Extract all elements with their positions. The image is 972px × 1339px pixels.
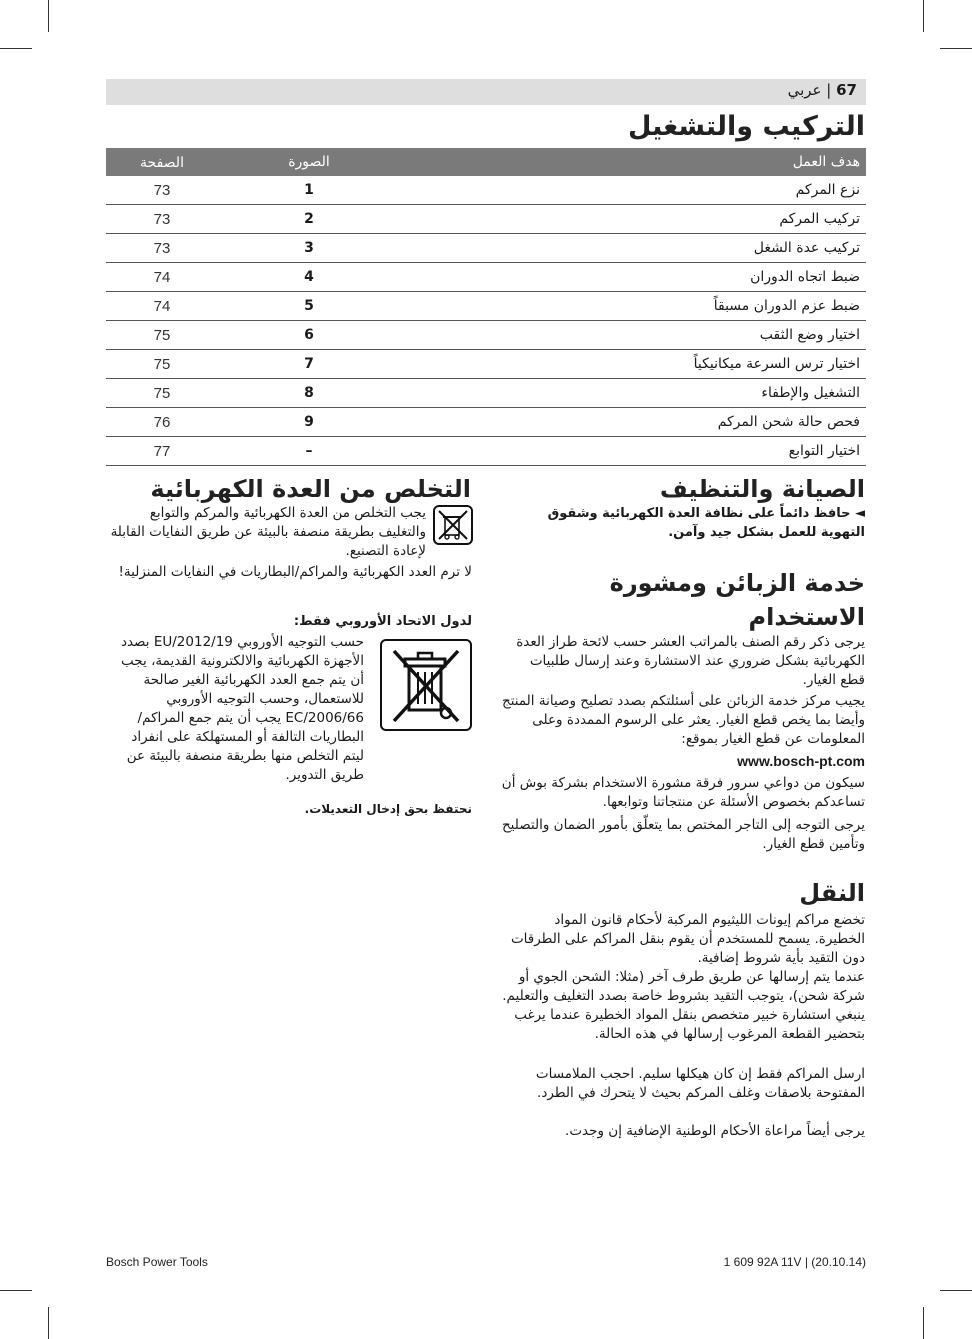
- row-figure: 9: [218, 408, 400, 437]
- table-row: [106, 379, 866, 408]
- row-page: 73: [106, 176, 218, 205]
- table-row: [106, 205, 866, 234]
- header-language: عربي: [787, 81, 822, 99]
- row-figure: 2: [218, 205, 400, 234]
- row-goal: اختيار وضع الثقب: [400, 321, 866, 350]
- row-figure: 1: [218, 176, 400, 205]
- row-figure: 6: [218, 321, 400, 350]
- crop-mark: [923, 0, 924, 32]
- service-paragraph-3: سيكون من دواعي سرور فرقة مشورة الاستخدام بشركة بوش أن تساعدكم بخصوص الأسئلة عن منتجاتنا وتوابعها.: [501, 775, 865, 810]
- table-header-row: [106, 148, 866, 176]
- row-goal: التشغيل والإطفاء: [400, 379, 866, 408]
- row-page: 75: [106, 350, 218, 379]
- maintenance-title: الصيانة والتنظيف: [659, 475, 865, 503]
- row-goal: اختيار التوابع: [400, 437, 866, 466]
- header-band: [106, 79, 866, 105]
- transport-title: النقل: [799, 879, 865, 907]
- service-url: www.bosch-pt.com: [737, 753, 865, 769]
- assembly-table: [106, 148, 866, 466]
- row-figure: 4: [218, 263, 400, 292]
- changes-note: نحتفظ بحق إدخال التعديلات.: [304, 802, 472, 816]
- eu-heading: لدول الاتحاد الأوروبي فقط:: [293, 614, 472, 629]
- row-figure: 8: [218, 379, 400, 408]
- disposal-title: التخلص من العدة الكهربائية: [150, 475, 471, 503]
- assembly-title: التركيب والتشغيل: [628, 111, 865, 142]
- row-goal: تركيب عدة الشغل: [400, 234, 866, 263]
- row-figure: –: [218, 437, 400, 466]
- transport-paragraph-3: ارسل المراكم فقط إن كان هيكلها سليم. احجب الملامسات المفتوحة بلاصقات وغلف المركم بحيث لا يتحرك في الطرد.: [535, 1066, 865, 1101]
- table-row: [106, 292, 866, 321]
- service-title: خدمة الزبائن ومشورة الاستخدام: [609, 569, 865, 631]
- transport-paragraph-2: عندما يتم إرسالها عن طريق طرف آخر (مثلا: الشحن الجوي أو شركة شحن)، يتوجب التقيد بشروط خاصة بصدد التغليف والتعليم. ينبغي استشارة خبير متخصص بنقل المواد الخطيرة عندما يرغب بتحضير القطعة المرغوب إرسالها في هذه الحالة.: [502, 969, 865, 1042]
- disposal-paragraph-1: يجب التخلص من العدة الكهربائية والمركم والتوابع والتغليف بطريقة منصفة بالبيئة عن طريق النفايات القابلة لإعادة التصنيع.: [110, 505, 426, 559]
- page-header: [788, 81, 857, 99]
- service-paragraph-2: يجيب مركز خدمة الزبائن على أسئلتكم بصدد تصليح وصيانة المنتج وأيضا بما يخص قطع الغيار. يعثر على الرسوم الممددة وعلى المعلومات عن قطع الغيار بموقع:: [502, 693, 865, 747]
- table-row: [106, 263, 866, 292]
- disposal-paragraph-3: حسب التوجيه الأوروبي 2012/19/EU بصدد الأجهزة الكهربائية والالكترونية القديمة، يجب أن يتم جمع العدد الكهربائية الغير صالحة للاستعمال، وحسب التوجيه الأوروبي 2006/66/EC يجب أن يتم جمع المراكم/البطاريات التالفة أو المستهلكة على انفراد ليتم التخلص منها بطريقة منصفة بالبيئة عن طريق التدوير.: [120, 634, 364, 783]
- row-figure: 3: [218, 234, 400, 263]
- column-header-figure: الصورة: [218, 148, 400, 176]
- no-trash-recycle-icon: [433, 505, 473, 545]
- row-goal: اختيار ترس السرعة ميكانيكياً: [400, 350, 866, 379]
- row-page: 76: [106, 408, 218, 437]
- table-row: [106, 350, 866, 379]
- table-row: [106, 437, 866, 466]
- crossed-out-bin-icon: [380, 639, 472, 731]
- column-header-page: الصفحة: [106, 148, 218, 176]
- row-goal: ضبط عزم الدوران مسبقاً: [400, 292, 866, 321]
- disposal-paragraph-2: لا ترم العدد الكهربائية والمراكم/البطاريات في النفايات المنزلية!: [118, 564, 472, 580]
- row-page: 77: [106, 437, 218, 466]
- row-figure: 5: [218, 292, 400, 321]
- row-page: 75: [106, 321, 218, 350]
- row-page: 75: [106, 379, 218, 408]
- row-goal: نزع المركم: [400, 176, 866, 205]
- page-number: 67: [836, 81, 857, 99]
- footer-code: 1 609 92A 11V | (20.10.14): [723, 1255, 866, 1269]
- table-row: [106, 408, 866, 437]
- crop-mark: [923, 1307, 924, 1339]
- maintenance-text: حافظ دائماً على نظافة العدة الكهربائية وشقوق التهوية للعمل بشكل جيد وآمن.: [547, 506, 865, 540]
- crop-mark: [48, 0, 49, 32]
- service-paragraph-4: يرجى التوجه إلى التاجر المختص بما يتعلّق بأمور الضمان والتصليح وتأمين قطع الغيار.: [501, 817, 865, 852]
- column-header-goal: هدف العمل: [400, 148, 866, 176]
- table-row: [106, 176, 866, 205]
- footer-brand: Bosch Power Tools: [106, 1255, 208, 1269]
- crop-mark: [940, 1290, 972, 1291]
- crop-mark: [940, 48, 972, 49]
- transport-paragraph-4: يرجى أيضاً مراعاة الأحكام الوطنية الإضافية إن وجدت.: [565, 1123, 865, 1139]
- row-page: 74: [106, 292, 218, 321]
- row-goal: تركيب المركم: [400, 205, 866, 234]
- table-row: [106, 321, 866, 350]
- service-paragraph-1: يرجى ذكر رقم الصنف بالمراتب العشر حسب لائحة طراز العدة الكهربائية بشكل ضروري عند الاستشارة وعند إرسال طلبيات قطع الغيار.: [516, 634, 865, 688]
- row-page: 73: [106, 205, 218, 234]
- row-figure: 7: [218, 350, 400, 379]
- row-goal: ضبط اتجاه الدوران: [400, 263, 866, 292]
- header-separator: |: [826, 81, 832, 99]
- row-goal: فحص حالة شحن المركم: [400, 408, 866, 437]
- bullet-icon: ◄: [855, 506, 865, 521]
- crop-mark: [0, 1290, 32, 1291]
- table-row: [106, 234, 866, 263]
- transport-paragraph-1: تخضع مراكم إيونات الليثيوم المركبة لأحكام قانون المواد الخطيرة. يسمح للمستخدم أن يقوم بنقل المراكم على الطرقات دون التقيد بأية شروط إضافية.: [510, 912, 865, 966]
- maintenance-note: [505, 504, 865, 542]
- crop-mark: [48, 1307, 49, 1339]
- row-page: 74: [106, 263, 218, 292]
- row-page: 73: [106, 234, 218, 263]
- crop-mark: [0, 48, 32, 49]
